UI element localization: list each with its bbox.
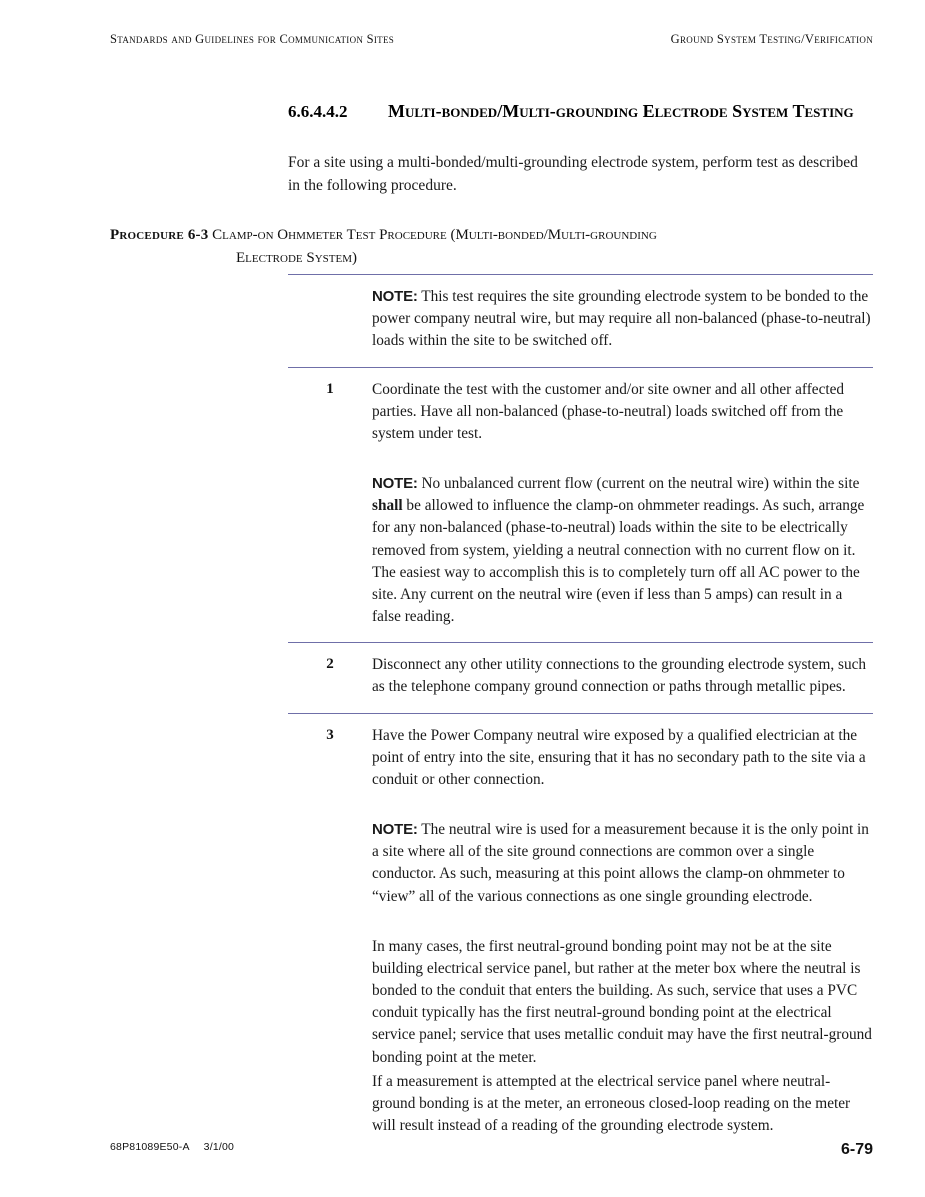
step-paragraph: Disconnect any other utility connections to the grounding electrode system, such as the telephone company ground connection or paths through metallic pipes. bbox=[372, 656, 867, 696]
note-label: NOTE: bbox=[372, 475, 418, 493]
step-body bbox=[372, 725, 873, 1138]
footer-document-info bbox=[110, 1141, 234, 1153]
note-label: NOTE: bbox=[372, 821, 418, 839]
section-title-text: Multi-bonded/Multi-grounding Electrode System Testing bbox=[388, 101, 854, 121]
footer-document-number: 68P81089E50-A bbox=[110, 1141, 190, 1153]
step-number bbox=[288, 286, 372, 353]
table-row bbox=[288, 642, 873, 712]
procedure-caption bbox=[110, 224, 875, 269]
step-extra-paragraph: If a measurement is attempted at the electrical service panel where neutral-ground bonding is at the meter, an erroneous closed-loop reading on the meter will result instead of a reading of the grounding electrode system. bbox=[372, 1072, 851, 1135]
step-paragraph: Have the Power Company neutral wire exposed by a qualified electrician at the point of entry into the site, ensuring that it has no secondary path to the site via a conduit or other connection. bbox=[372, 726, 866, 788]
table-row bbox=[288, 367, 873, 643]
table-row bbox=[288, 713, 873, 1152]
note-tail-text: be allowed to influence the clamp-on ohmmeter readings. As such, arrange for any non-balanced (phase-to-neutral) loads within the site to be electrically removed from system, yielding a neutral connection with no current flow on it. The easiest way to accomplish this is to completely turn off all AC power to the site. Any current on the neutral wire (even if less than 5 amps) can result in a false reading. bbox=[372, 497, 865, 626]
note-text: This test requires the site grounding electrode system to be bonded to the power company neutral wire, but may require all non-balanced (phase-to-neutral) loads within the site to be switched off. bbox=[372, 288, 871, 350]
footer-date: 3/1/00 bbox=[203, 1141, 235, 1153]
note-lead-text: No unbalanced current flow (current on the neutral wire) within the site bbox=[421, 475, 860, 493]
note-label: NOTE: bbox=[372, 288, 418, 305]
step-number: 1 bbox=[326, 380, 334, 397]
page-number: 6-79 bbox=[840, 1141, 873, 1158]
page-header bbox=[110, 32, 873, 47]
header-left-title: Standards and Guidelines for Communication Sites bbox=[110, 32, 395, 46]
step-body bbox=[372, 286, 873, 353]
procedure-caption-line1: Clamp-on Ohmmeter Test Procedure (Multi-bonded/Multi-grounding bbox=[212, 227, 657, 243]
header-right-title: Ground System Testing/Verification bbox=[670, 32, 873, 46]
step-number: 2 bbox=[326, 656, 334, 673]
procedure-caption-line2: Electrode System) bbox=[236, 249, 357, 266]
procedure-label: Procedure 6-3 bbox=[110, 227, 209, 243]
section-intro-paragraph: For a site using a multi-bonded/multi-grounding electrode system, perform test as described in the following procedure. bbox=[288, 154, 858, 194]
section-number: 6.6.4.4.2 bbox=[288, 102, 348, 121]
note-emphasis: shall bbox=[372, 497, 403, 515]
note-paragraph bbox=[372, 819, 873, 908]
step-body bbox=[372, 379, 873, 629]
step-number: 3 bbox=[326, 726, 334, 743]
note-paragraph bbox=[372, 473, 873, 628]
note-paragraph bbox=[372, 286, 873, 353]
section-heading bbox=[288, 100, 873, 123]
step-extra-paragraph: In many cases, the first neutral-ground bonding point may not be at the site building electrical service panel, but rather at the meter box where the neutral is bonded to the conduit that enters the building. As such, service that uses a PVC conduit typically has the first neutral-ground bonding point at the electrical service panel; service that uses metallic conduit may have the first neutral-ground bonding point at the meter. bbox=[372, 937, 872, 1066]
step-paragraph: Coordinate the test with the customer and/or site owner and all other affected parties. Have all non-balanced (phase-to-neutral) loads switched off from the system under test. bbox=[372, 380, 845, 442]
table-row bbox=[288, 274, 873, 367]
procedure-table bbox=[288, 274, 873, 1151]
note-text: The neutral wire is used for a measurement because it is the only point in a site where all of the site ground connections are common over a single conductor. As such, measuring at this point allows the clamp-on ohmmeter to “view” all of the various connections as one single grounding electrode. bbox=[372, 821, 869, 905]
step-body bbox=[372, 654, 873, 698]
